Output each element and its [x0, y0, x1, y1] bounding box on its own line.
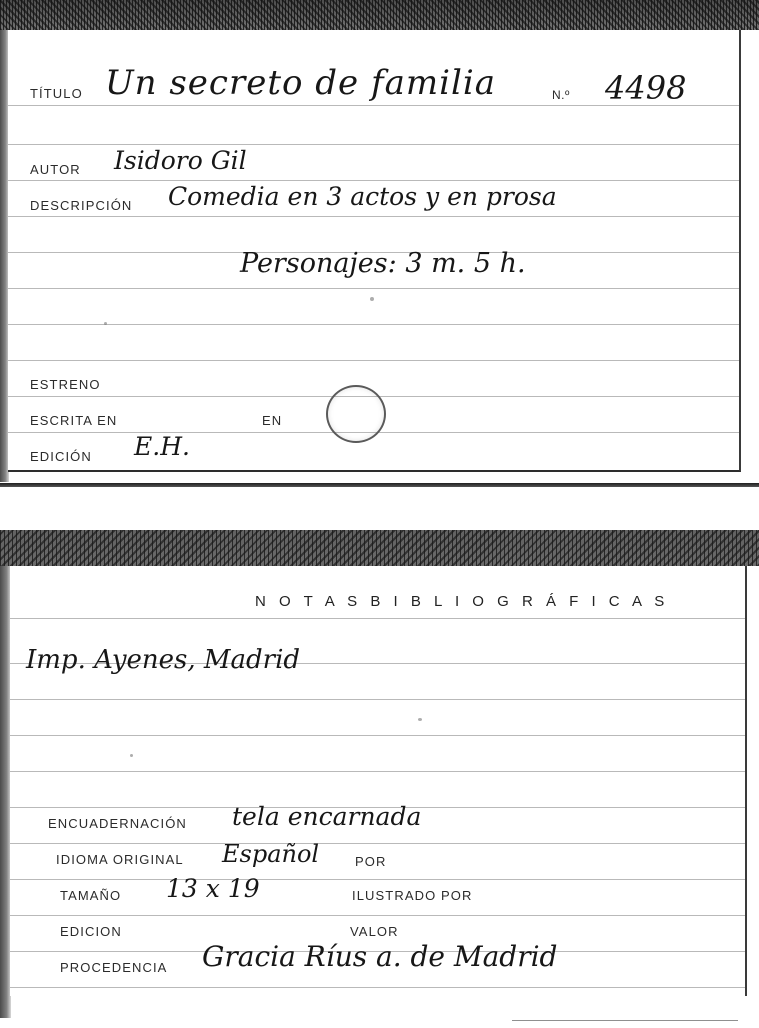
ruled-line — [10, 699, 745, 700]
value-tamano: 13 x 19 — [166, 874, 260, 903]
ink-speck — [418, 718, 422, 721]
label-escrita-en: ESCRITA EN — [30, 413, 118, 428]
catalog-card-front — [0, 0, 759, 489]
value-personajes: Personajes: 3 m. 5 h. — [240, 248, 526, 279]
ink-speck — [130, 754, 133, 757]
notas-bibliograficas-heading: N O T A S B I B L I O G R Á F I C A S — [255, 593, 669, 610]
label-encuadernacion: ENCUADERNACIÓN — [48, 816, 187, 831]
ruled-line-stray — [512, 1020, 738, 1021]
value-autor: Isidoro Gil — [114, 146, 247, 175]
value-idioma-original: Español — [222, 840, 320, 868]
ruled-line — [10, 879, 745, 880]
ruled-line — [8, 216, 739, 217]
label-tamano: TAMAÑO — [60, 888, 122, 903]
ruled-line — [8, 360, 739, 361]
ruled-line — [8, 324, 739, 325]
ruled-line — [10, 771, 745, 772]
label-valor: VALOR — [350, 924, 399, 939]
ruled-line — [10, 618, 745, 619]
value-edicion-front: E.H. — [134, 432, 190, 461]
ruled-line — [8, 180, 739, 181]
card-front-sheet — [8, 30, 741, 472]
card-bottom-edge — [0, 483, 759, 487]
scan-noise-top — [0, 0, 759, 30]
value-descripcion: Comedia en 3 actos y en prosa — [168, 182, 557, 211]
scan-noise-bottom — [0, 530, 759, 566]
ruled-line — [10, 735, 745, 736]
ruled-line — [10, 843, 745, 844]
label-procedencia: PROCEDENCIA — [60, 960, 168, 975]
label-en: EN — [262, 413, 283, 428]
label-estreno: ESTRENO — [30, 377, 101, 392]
label-titulo: TÍTULO — [30, 86, 83, 101]
ink-speck — [104, 322, 107, 325]
ruled-line — [10, 915, 745, 916]
ruled-line — [10, 987, 745, 988]
label-descripcion: DESCRIPCIÓN — [30, 198, 133, 213]
value-procedencia: Gracia Ríus a. de Madrid — [202, 940, 558, 973]
label-edicion-front: EDICIÓN — [30, 449, 92, 464]
ink-speck — [370, 297, 374, 301]
label-numero: N.º — [552, 88, 570, 102]
ruled-line — [8, 288, 739, 289]
label-edicion-back: EDICION — [60, 924, 122, 939]
round-stamp-icon — [326, 385, 386, 443]
card-back-sheet — [10, 566, 747, 996]
value-encuadernacion: tela encarnada — [232, 802, 422, 831]
value-titulo: Un secreto de familia — [105, 63, 496, 103]
label-por: POR — [355, 854, 387, 869]
value-numero: 4498 — [605, 69, 687, 107]
label-autor: AUTOR — [30, 162, 81, 177]
catalog-card-back — [0, 530, 759, 1028]
label-idioma-original: IDIOMA ORIGINAL — [56, 852, 184, 867]
label-ilustrado-por: ILUSTRADO POR — [352, 888, 473, 903]
ruled-line — [8, 144, 739, 145]
value-imprenta: Imp. Ayenes, Madrid — [26, 645, 301, 675]
